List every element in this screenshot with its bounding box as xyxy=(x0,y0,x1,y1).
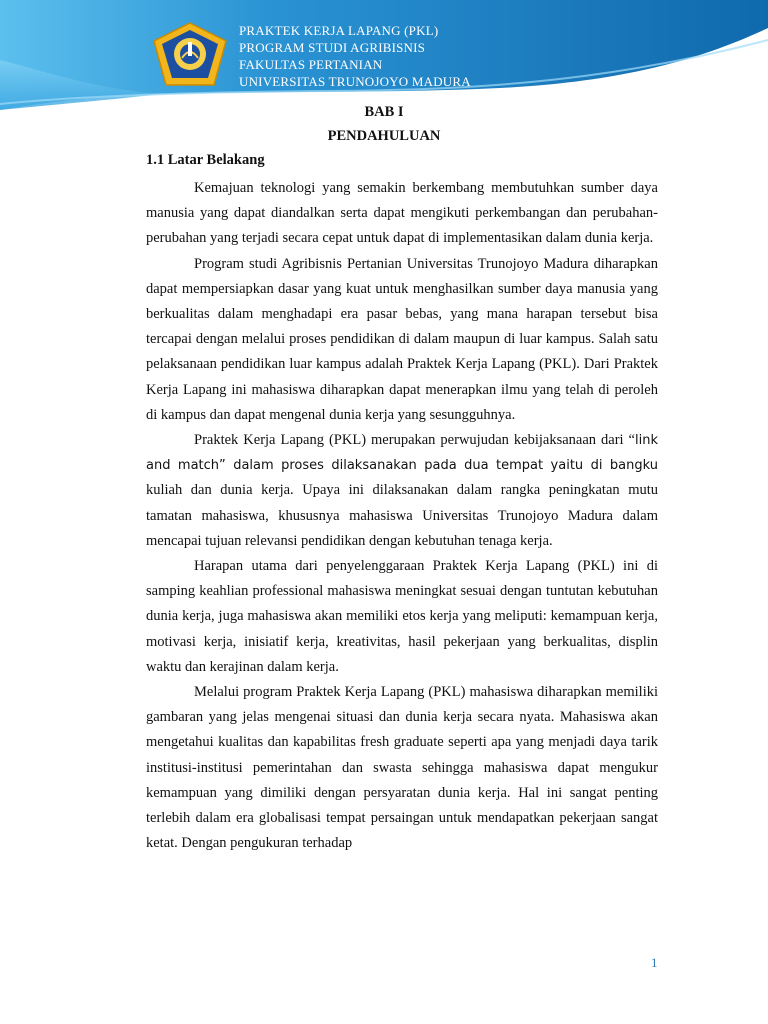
body-text xyxy=(146,176,658,856)
paragraph-3-part-2: link and match” dalam proses dilaksanakan pada dua tempat yaitu di bangku xyxy=(146,433,658,474)
page-number: 1 xyxy=(651,955,658,970)
section-title: 1.1 Latar Belakang xyxy=(146,152,265,168)
paragraph-3-part-1: Praktek Kerja Lapang (PKL) merupakan perwujudan kebijaksanaan dari “ xyxy=(194,432,635,449)
chapter-title: PENDAHULUAN xyxy=(327,128,441,144)
paragraph-5: Melalui program Praktek Kerja Lapang (PKL) mahasiswa diharapkan memiliki gambaran yang jelas mengenai situasi dan dunia kerja secara nyata. Mahasiswa akan mengetahui kualitas dan kapabilitas fresh graduate seperti apa yang menjadi daya tarik institusi-institusi pemerintahan dan swasta sehingga mahasiswa dapat mengukur kemampuan yang dimiliki dengan persyaratan dunia kerja. Hal ini sangat penting terlebih dalam era globalisasi tempat persaingan untuk mendapatkan pekerjaan sangat ketat. Dengan pengukuran terhadap xyxy=(146,684,658,852)
paragraph-3-part-3: kuliah dan dunia kerja. Upaya ini dilaksanakan dalam rangka peningkatan mutu tamatan mahasiswa, khususnya mahasiswa Universitas Trunojoyo Madura dalam mencapai tujuan relevansi pendidikan dengan kebutuhan tenaga kerja. xyxy=(146,482,658,549)
paragraph-3 xyxy=(146,428,658,554)
header-line-1: PRAKTEK KERJA LAPANG (PKL) xyxy=(239,23,439,38)
chapter-number: BAB I xyxy=(364,104,404,120)
header-text xyxy=(239,22,471,90)
page-header xyxy=(0,0,768,110)
paragraph-1: Kemajuan teknologi yang semakin berkembang membutuhkan sumber daya manusia yang dapat diandalkan serta dapat mengikuti perkembangan dan perubahan-perubahan yang terjadi secara cepat untuk dapat di implementasikan dalam dunia kerja. xyxy=(146,180,658,247)
header-line-2: PROGRAM STUDI AGRIBISNIS xyxy=(239,40,426,55)
paragraph-2: Program studi Agribisnis Pertanian Universitas Trunojoyo Madura diharapkan dapat mempersiapkan dasar yang kuat untuk menghasilkan sumber daya manusia yang berkualitas dalam menghadapi era pasar bebas, yang mana harapan tersebut bisa tercapai dengan melalui proses pendidikan di dalam maupun di luar kampus. Salah satu pelaksanaan pendidikan luar kampus adalah Praktek Kerja Lapang (PKL). Dari Praktek Kerja Lapang ini mahasiswa diharapkan dapat menerapkan ilmu yang telah di peroleh di kampus dan dapat mengenal dunia kerja yang sesungguhnya. xyxy=(146,255,658,423)
paragraph-4: Harapan utama dari penyelenggaraan Praktek Kerja Lapang (PKL) ini di samping keahlian professional mahasiswa meningkat sesuai dengan tuntutan kebutuhan dunia kerja, juga mahasiswa akan memiliki etos kerja yang meliputi: kemampuan kerja, motivasi kerja, inisiatif kerja, kreativitas, hasil pekerjaan yang berkualitas, displin waktu dan kerajinan dalam kerja. xyxy=(146,558,658,675)
university-logo xyxy=(152,22,228,86)
header-line-4: UNIVERSITAS TRUNOJOYO MADURA xyxy=(239,74,471,89)
header-line-3: FAKULTAS PERTANIAN xyxy=(239,57,383,72)
